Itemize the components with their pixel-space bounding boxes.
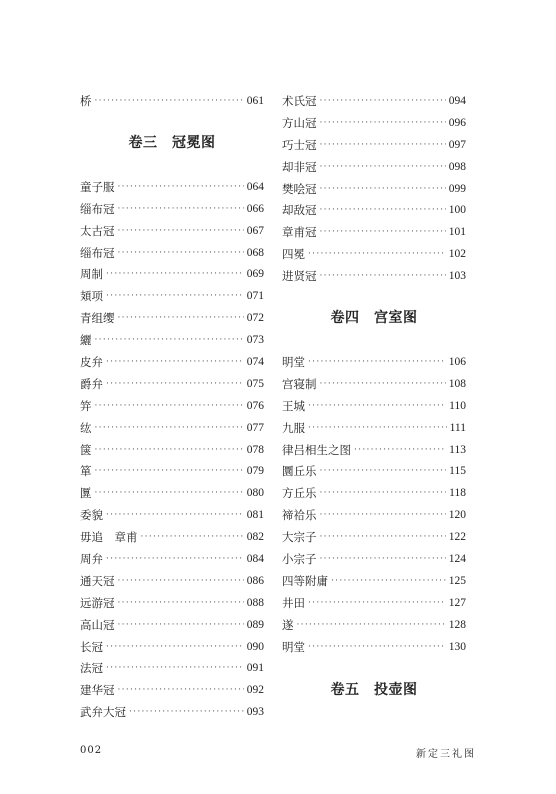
toc-entry-page: 071 xyxy=(246,290,264,303)
toc-entry-title: 术氏冠 xyxy=(282,93,317,108)
leader-dots xyxy=(95,445,244,455)
toc-entry-page: 091 xyxy=(246,662,264,675)
toc-entry-page: 115 xyxy=(449,465,466,478)
toc-entry-page: 094 xyxy=(448,94,466,107)
leader-dots xyxy=(106,510,244,520)
leader-dots xyxy=(320,532,446,542)
toc-entry[interactable] xyxy=(282,395,466,417)
toc-entry[interactable] xyxy=(282,526,466,548)
toc-entry[interactable] xyxy=(80,329,264,351)
toc-entry[interactable] xyxy=(80,504,264,526)
toc-entry[interactable] xyxy=(80,636,264,658)
toc-entry-page: 076 xyxy=(246,399,264,412)
toc-entry-title: 圜丘乐 xyxy=(282,464,317,479)
toc-entry-title: 王城 xyxy=(282,398,305,413)
toc-entry-title: 宫寝制 xyxy=(282,376,317,391)
leader-dots xyxy=(95,96,244,106)
toc-entry-page: 075 xyxy=(246,377,264,390)
toc-entry[interactable] xyxy=(282,134,466,156)
toc-entry-title: 明堂 xyxy=(282,354,305,369)
leader-dots xyxy=(320,379,446,389)
leader-dots xyxy=(118,182,244,192)
toc-entry-title: 建华冠 xyxy=(80,683,115,698)
toc-entry-title: 箧 xyxy=(80,442,92,457)
toc-entry-title: 章甫冠 xyxy=(282,225,317,240)
toc-entry-title: 小宗子 xyxy=(282,551,317,566)
toc-entry-title: 毋追 章甫 xyxy=(80,530,138,545)
toc-entry-page: 066 xyxy=(246,202,264,215)
toc-entry[interactable] xyxy=(80,373,264,395)
toc-entry-title: 方丘乐 xyxy=(282,486,317,501)
toc-entry-page: 061 xyxy=(246,94,264,107)
toc-entry-page: 090 xyxy=(246,640,264,653)
toc-entry[interactable] xyxy=(282,614,466,636)
toc-entry-title: 桥 xyxy=(80,93,92,108)
leader-dots xyxy=(118,313,244,323)
leader-dots xyxy=(118,204,244,214)
leader-dots xyxy=(308,357,446,367)
toc-entry-title: 却敌冠 xyxy=(282,203,317,218)
leader-dots xyxy=(95,466,244,476)
toc-entry[interactable] xyxy=(80,395,264,417)
toc-entry-title: 九服 xyxy=(282,420,305,435)
toc-entry[interactable] xyxy=(80,351,264,373)
leader-dots xyxy=(297,620,446,630)
toc-entry-page: 084 xyxy=(246,552,264,565)
toc-entry-page: 125 xyxy=(448,574,466,587)
leader-dots xyxy=(129,707,244,717)
toc-entry-page: 073 xyxy=(246,334,264,347)
leader-dots xyxy=(320,227,446,237)
book-title: 新定三礼图 xyxy=(416,749,476,760)
leader-dots xyxy=(308,401,446,411)
toc-entry-page: 098 xyxy=(448,160,466,173)
toc-entry[interactable] xyxy=(282,265,466,287)
toc-entry[interactable] xyxy=(80,570,264,592)
toc-entry-page: 111 xyxy=(449,421,466,434)
toc-entry-page: 089 xyxy=(246,618,264,631)
toc-entry-title: 长冠 xyxy=(80,639,103,654)
toc-entry-page: 086 xyxy=(246,574,264,587)
toc-list-juan3-cont xyxy=(282,90,466,287)
toc-entry[interactable] xyxy=(80,198,264,220)
toc-entry-title: 武弁大冠 xyxy=(80,705,126,720)
leader-dots xyxy=(320,162,446,172)
toc-entry-title: 方山冠 xyxy=(282,115,317,130)
toc-entry[interactable] xyxy=(282,417,466,439)
toc-entry-page: 081 xyxy=(246,509,264,522)
toc-entry-page: 080 xyxy=(246,487,264,500)
toc-entry-page: 074 xyxy=(246,355,264,368)
leader-dots xyxy=(95,423,244,433)
leader-dots xyxy=(106,357,244,367)
leader-dots xyxy=(106,554,244,564)
toc-entry-page: 072 xyxy=(246,312,264,325)
section-heading-juan3: 卷三 冠冕图 xyxy=(128,134,216,151)
toc-entry[interactable] xyxy=(282,373,466,395)
toc-entry[interactable] xyxy=(282,570,466,592)
toc-entry-page: 110 xyxy=(449,399,466,412)
toc-entry-title: 青组缨 xyxy=(80,311,115,326)
toc-entry-title: 通天冠 xyxy=(80,573,115,588)
toc-entry[interactable] xyxy=(282,460,466,482)
leader-dots xyxy=(141,532,244,542)
leader-dots xyxy=(106,291,244,301)
toc-entry-title: 匴 xyxy=(80,486,92,501)
toc-entry-page: 068 xyxy=(246,246,264,259)
section-heading-juan5: 卷五 投壶图 xyxy=(330,682,418,699)
toc-entry-title: 高山冠 xyxy=(80,617,115,632)
toc-entry-page: 088 xyxy=(246,596,264,609)
leader-dots xyxy=(320,184,446,194)
toc-entry-title: 进贤冠 xyxy=(282,269,317,284)
toc-entry[interactable] xyxy=(282,156,466,178)
toc-entry-title: 远游冠 xyxy=(80,595,115,610)
toc-entry[interactable] xyxy=(80,657,264,679)
toc-entry-page: 127 xyxy=(448,596,466,609)
toc-entry-page: 122 xyxy=(448,531,466,544)
toc-entry[interactable] xyxy=(80,417,264,439)
toc-entry[interactable] xyxy=(282,482,466,504)
leader-dots xyxy=(320,96,446,106)
toc-entry-title: 缁布冠 xyxy=(80,201,115,216)
toc-entry-page: 077 xyxy=(246,421,264,434)
toc-list-juan4 xyxy=(282,351,466,657)
toc-entry-title: 大宗子 xyxy=(282,530,317,545)
toc-entry[interactable] xyxy=(80,263,264,285)
toc-entry-title: 纮 xyxy=(80,420,92,435)
toc-entry-title: 明堂 xyxy=(282,639,305,654)
toc-entry-page: 108 xyxy=(448,377,466,390)
toc-entry[interactable] xyxy=(282,504,466,526)
toc-entry[interactable] xyxy=(80,439,264,461)
toc-entry-title: 周弁 xyxy=(80,551,103,566)
toc-entry[interactable] xyxy=(80,548,264,570)
toc-entry-title: 井田 xyxy=(282,595,305,610)
leader-dots xyxy=(118,248,244,258)
leader-dots xyxy=(320,466,447,476)
leader-dots xyxy=(118,598,244,608)
page-number: 002 xyxy=(80,745,103,756)
toc-entry-title: 笄 xyxy=(80,398,92,413)
leader-dots xyxy=(106,269,244,279)
toc-entry-page: 079 xyxy=(246,465,264,478)
leader-dots xyxy=(95,401,244,411)
toc-entry[interactable] xyxy=(282,112,466,134)
toc-entry-page: 082 xyxy=(246,531,264,544)
toc-entry[interactable] xyxy=(80,701,264,723)
toc-entry-title: 却非冠 xyxy=(282,159,317,174)
toc-entry-page: 106 xyxy=(448,355,466,368)
toc-left-column xyxy=(80,90,264,723)
toc-entry[interactable] xyxy=(282,636,466,658)
toc-entry-page: 092 xyxy=(246,684,264,697)
toc-entry[interactable] xyxy=(282,439,466,461)
toc-entry-title: 纚 xyxy=(80,333,92,348)
toc-entry-page: 102 xyxy=(448,248,466,261)
leader-dots xyxy=(118,576,244,586)
toc-entry-title: 樊哙冠 xyxy=(282,181,317,196)
leader-dots xyxy=(106,663,244,673)
toc-entry-title: 箪 xyxy=(80,464,92,479)
leader-dots xyxy=(118,226,244,236)
leader-dots xyxy=(320,271,446,281)
toc-entry-title: 皮弁 xyxy=(80,354,103,369)
toc-entry-title: 巧士冠 xyxy=(282,137,317,152)
toc-entry[interactable] xyxy=(80,679,264,701)
toc-entry-page: 113 xyxy=(449,443,466,456)
leader-dots xyxy=(320,118,446,128)
toc-entry-title: 缁布冠 xyxy=(80,245,115,260)
toc-entry[interactable] xyxy=(80,482,264,504)
leader-dots xyxy=(95,335,244,345)
toc-entry[interactable] xyxy=(80,307,264,329)
toc-entry-title: 四等附庸 xyxy=(282,573,328,588)
leader-dots xyxy=(106,642,244,652)
toc-entry-title: 頍项 xyxy=(80,289,103,304)
leader-dots xyxy=(118,685,244,695)
leader-dots xyxy=(320,205,446,215)
toc-entry-page: 101 xyxy=(448,226,466,239)
toc-entry[interactable] xyxy=(282,90,466,112)
toc-entry-title: 童子服 xyxy=(80,179,115,194)
toc-entry-page: 097 xyxy=(448,138,466,151)
toc-entry-page: 099 xyxy=(448,182,466,195)
toc-entry-title: 四冕 xyxy=(282,247,305,262)
leader-dots xyxy=(308,642,446,652)
toc-entry[interactable] xyxy=(80,242,264,264)
toc-entry-title: 律吕相生之图 xyxy=(282,442,351,457)
toc-entry[interactable] xyxy=(80,90,264,112)
leader-dots xyxy=(308,598,446,608)
toc-entry-page: 100 xyxy=(448,204,466,217)
toc-entry-title: 遂 xyxy=(282,617,294,632)
toc-entry-page: 064 xyxy=(246,180,264,193)
toc-entry[interactable] xyxy=(282,243,466,265)
toc-entry[interactable] xyxy=(282,548,466,570)
toc-entry-title: 太古冠 xyxy=(80,223,115,238)
toc-entry-title: 禘祫乐 xyxy=(282,508,317,523)
toc-list-juan3 xyxy=(80,176,264,723)
toc-entry-page: 093 xyxy=(246,706,264,719)
toc-entry[interactable] xyxy=(282,178,466,200)
toc-entry[interactable] xyxy=(282,592,466,614)
leader-dots xyxy=(308,249,446,259)
toc-entry-title: 委貌 xyxy=(80,508,103,523)
leader-dots xyxy=(331,576,446,586)
toc-entry-page: 096 xyxy=(448,116,466,129)
section-heading-juan4: 卷四 宫室图 xyxy=(330,310,418,327)
toc-entry-page: 103 xyxy=(448,270,466,283)
toc-entry-page: 128 xyxy=(448,618,466,631)
toc-entry-page: 078 xyxy=(246,443,264,456)
toc-entry-page: 120 xyxy=(448,509,466,522)
leader-dots xyxy=(354,445,446,455)
toc-entry[interactable] xyxy=(282,199,466,221)
toc-entry-page: 124 xyxy=(448,552,466,565)
toc-entry[interactable] xyxy=(80,176,264,198)
leader-dots xyxy=(95,488,244,498)
toc-entry[interactable] xyxy=(80,592,264,614)
toc-entry[interactable] xyxy=(80,285,264,307)
toc-entry[interactable] xyxy=(80,614,264,636)
toc-entry-page: 118 xyxy=(449,487,466,500)
toc-entry[interactable] xyxy=(80,460,264,482)
toc-entry-title: 爵弁 xyxy=(80,376,103,391)
leader-dots xyxy=(320,510,446,520)
toc-entry[interactable] xyxy=(282,221,466,243)
toc-entry[interactable] xyxy=(80,526,264,548)
toc-entry[interactable] xyxy=(80,220,264,242)
toc-entry-title: 法冠 xyxy=(80,661,103,676)
toc-entry-page: 130 xyxy=(448,640,466,653)
toc-entry-title: 周制 xyxy=(80,267,103,282)
toc-right-column xyxy=(282,90,466,701)
toc-entry[interactable] xyxy=(282,351,466,373)
toc-entry-page: 069 xyxy=(246,268,264,281)
leader-dots xyxy=(320,554,446,564)
toc-entry-page: 067 xyxy=(246,224,264,237)
leader-dots xyxy=(320,488,447,498)
leader-dots xyxy=(106,379,244,389)
leader-dots xyxy=(320,140,446,150)
leader-dots xyxy=(118,620,244,630)
leader-dots xyxy=(308,423,447,433)
